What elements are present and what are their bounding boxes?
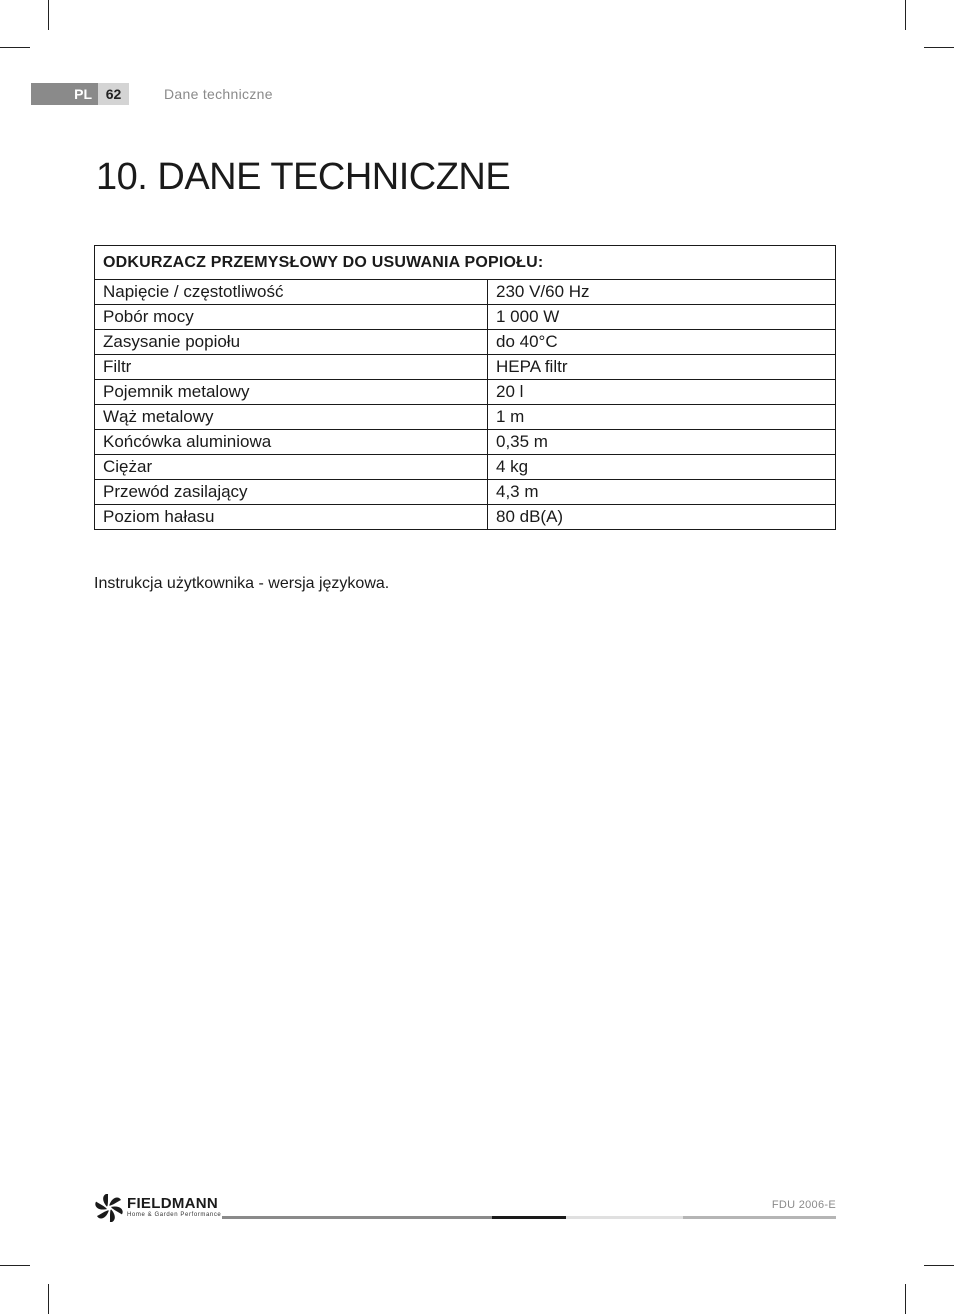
table-heading: ODKURZACZ PRZEMYSŁOWY DO USUWANIA POPIOŁU: [95,246,836,280]
spec-label: Wąż metalowy [95,405,488,430]
language-note: Instrukcja użytkownika - wersja językowa. [94,575,390,592]
crop-mark [905,1284,906,1314]
table-row [95,380,836,405]
spec-value: 1 000 W [488,305,836,330]
spec-value: 1 m [488,405,836,430]
table-row [95,405,836,430]
spec-label: Pojemnik metalowy [95,380,488,405]
spec-label: Zasysanie popiołu [95,330,488,355]
model-code: FDU 2006-E [771,1199,836,1211]
footer-bar-segment [492,1216,566,1219]
footer-bar-segment [222,1216,492,1219]
table-row [95,305,836,330]
fan-logo-icon [94,1194,124,1222]
spec-label: Pobór mocy [95,305,488,330]
spec-label: Ciężar [95,455,488,480]
spec-value: HEPA filtr [488,355,836,380]
table-row [95,505,836,530]
spec-label: Końcówka aluminiowa [95,430,488,455]
language-badge: PL [31,83,98,105]
spec-table [94,245,836,530]
footer-bar-segment [683,1216,836,1219]
brand-name: FIELDMANN [127,1195,219,1212]
table-row [95,280,836,305]
crop-mark [0,47,30,48]
crop-mark [0,1265,30,1266]
spec-table-body [95,280,836,530]
spec-value: do 40°C [488,330,836,355]
spec-label: Poziom hałasu [95,505,488,530]
spec-value: 80 dB(A) [488,505,836,530]
table-row [95,430,836,455]
page-number: 62 [98,83,129,105]
spec-label: Przewód zasilający [95,480,488,505]
page-header-tab [31,83,129,105]
spec-value: 4 kg [488,455,836,480]
crop-mark [48,0,49,30]
running-title: Dane techniczne [164,86,273,102]
crop-mark [905,0,906,30]
table-row [95,355,836,380]
spec-value: 0,35 m [488,430,836,455]
crop-mark [924,1265,954,1266]
brand-logo [94,1194,221,1222]
spec-label: Filtr [95,355,488,380]
footer-bar-segment [566,1216,683,1219]
table-header-row [95,246,836,280]
spec-value: 230 V/60 Hz [488,280,836,305]
spec-value: 20 l [488,380,836,405]
table-row [95,480,836,505]
crop-mark [48,1284,49,1314]
table-row [95,330,836,355]
crop-mark [924,47,954,48]
spec-value: 4,3 m [488,480,836,505]
page-title: 10. DANE TECHNICZNE [96,156,511,198]
spec-label: Napięcie / częstotliwość [95,280,488,305]
brand-tagline: Home & Garden Performance [127,1212,222,1218]
table-row [95,455,836,480]
